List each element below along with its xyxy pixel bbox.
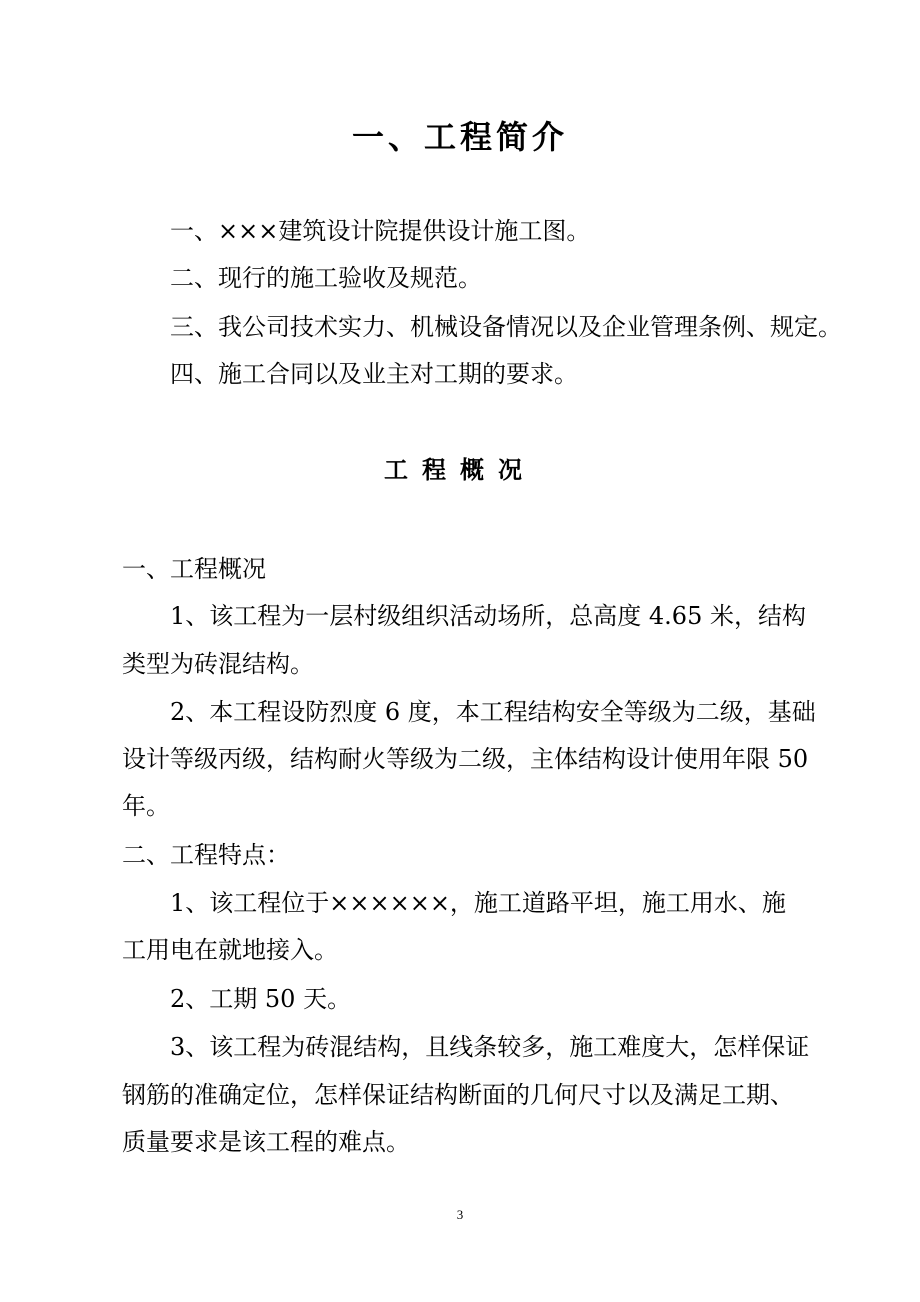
section1-item2-line2: 设计等级丙级，结构耐火等级为二级，主体结构设计使用年限 50 (122, 745, 809, 773)
basis-item-4: 四、施工合同以及业主对工期的要求。 (170, 360, 578, 388)
section2-item3-line1: 3、该工程为砖混结构，且线条较多，施工难度大，怎样保证 (170, 1033, 810, 1061)
section1-heading: 一、工程概况 (122, 555, 266, 583)
page-number: 3 (456, 1207, 464, 1222)
section2-heading: 二、工程特点： (122, 841, 290, 869)
section2-item1-line2: 工用电在就地接入。 (122, 936, 338, 964)
basis-item-3: 三、我公司技术实力、机械设备情况以及企业管理条例、规定。 (170, 313, 842, 341)
section1-item1-line1: 1、该工程为一层村级组织活动场所，总高度 4.65 米，结构 (170, 602, 806, 630)
basis-item-1: 一、×××建筑设计院提供设计施工图。 (170, 217, 591, 245)
section2-item3-line2: 钢筋的准确定位，怎样保证结构断面的几何尺寸以及满足工期、 (122, 1081, 794, 1109)
overview-title: 工程概况 (384, 456, 536, 484)
section2-item3-line3: 质量要求是该工程的难点。 (122, 1128, 410, 1156)
basis-item-2: 二、现行的施工验收及规范。 (170, 264, 482, 292)
page-title: 一、工程简介 (351, 118, 568, 156)
section2-item1-line1: 1、该工程位于××××××，施工道路平坦，施工用水、施 (170, 889, 786, 917)
section2-item2-line1: 2、工期 50 天。 (170, 985, 352, 1013)
section1-item2-line1: 2、本工程设防烈度 6 度，本工程结构安全等级为二级，基础 (170, 698, 816, 726)
section1-item1-line2: 类型为砖混结构。 (122, 650, 314, 678)
section1-item2-line3: 年。 (122, 792, 170, 820)
